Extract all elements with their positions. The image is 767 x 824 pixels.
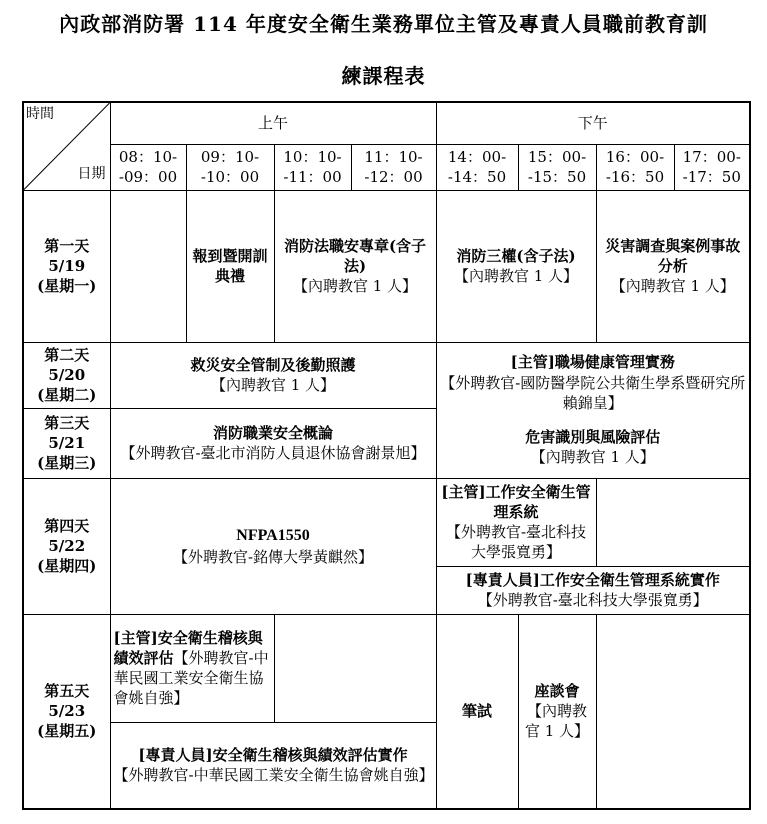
schedule-table — [22, 101, 751, 810]
health-management-course: [主管]職場健康管理實務 【外聘教官-國防醫學院公共衛生學系暨研究所賴錦皇】 — [440, 353, 746, 412]
time-slot: 09：10- -10：00 — [186, 144, 274, 190]
time-slot: 14：00- -14：50 — [436, 144, 518, 190]
date-label: 日期 — [77, 165, 106, 182]
forum-cell: 座談會 【內聘教官 1 人】 — [518, 614, 596, 809]
fire-safety-intro-cell: 消防職業安全概論 【外聘教官-臺北市消防人員退休協會謝景旭】 — [110, 408, 436, 478]
safety-mgmt-system-cell: [主管]工作安全衛生管理系統 【外聘教官-臺北科技大學張寬勇】 — [436, 478, 596, 566]
time-slot: 15：00- -15：50 — [518, 144, 596, 190]
fire-rights-cell: 消防三權(含子法) 【內聘教官 1 人】 — [436, 190, 596, 342]
morning-header: 上午 — [110, 102, 436, 144]
written-exam-cell: 筆試 — [436, 614, 518, 809]
page-title-line2: 練課程表 — [341, 64, 426, 88]
time-label: 時間 — [26, 106, 54, 122]
time-slot: 10：10- -11：00 — [274, 144, 351, 190]
opening-ceremony-cell: 報到暨開訓典禮 — [186, 190, 274, 342]
page-title-line1: 內政部消防署 114 年度安全衛生業務單位主管及專責人員職前教育訓 — [59, 12, 708, 36]
afternoon-day2-day3-cell — [436, 342, 750, 478]
empty-slot — [596, 614, 750, 809]
disaster-case-cell: 災害調查與案例事故分析 【內聘教官 1 人】 — [596, 190, 750, 342]
empty-slot — [274, 614, 436, 722]
safety-mgmt-practice-cell: [專責人員]工作安全衛生管理系統實作 【外聘教官-臺北科技大學張寬勇】 — [436, 566, 750, 614]
day-4-label: 第四天 5/22 (星期四) — [23, 478, 110, 614]
audit-evaluation-cell: [主管]安全衛生稽核與績效評估【外聘教官-中華民國工業安全衛生協會姚自強】 — [110, 614, 274, 722]
audit-practice-cell: [專責人員]安全衛生稽核與績效評估實作 【外聘教官-中華民國工業安全衛生協會姚自強】 — [110, 722, 436, 809]
time-slot: 08：10- -09：00 — [110, 144, 186, 190]
time-date-corner-cell — [23, 102, 110, 190]
time-slot: 17：00- -17：50 — [674, 144, 750, 190]
nfpa-cell: NFPA1550 【外聘教官-銘傳大學黃麒然】 — [110, 478, 436, 614]
day-5-label: 第五天 5/23 (星期五) — [23, 614, 110, 809]
rescue-safety-cell: 救災安全管制及後勤照護 【內聘教官 1 人】 — [110, 342, 436, 408]
fire-law-cell: 消防法職安專章(含子法) 【內聘教官 1 人】 — [274, 190, 436, 342]
hazard-identification-course: 危害識別與風險評估 【內聘教官 1 人】 — [525, 428, 661, 467]
day-3-label: 第三天 5/21 (星期三) — [23, 408, 110, 478]
empty-slot — [596, 478, 750, 566]
time-slot: 11：10- -12：00 — [351, 144, 436, 190]
afternoon-header: 下午 — [436, 102, 750, 144]
time-slot: 16：00- -16：50 — [596, 144, 674, 190]
day-2-label: 第二天 5/20 (星期二) — [23, 342, 110, 408]
day-1-label: 第一天 5/19 (星期一) — [23, 190, 110, 342]
empty-slot — [110, 190, 186, 342]
